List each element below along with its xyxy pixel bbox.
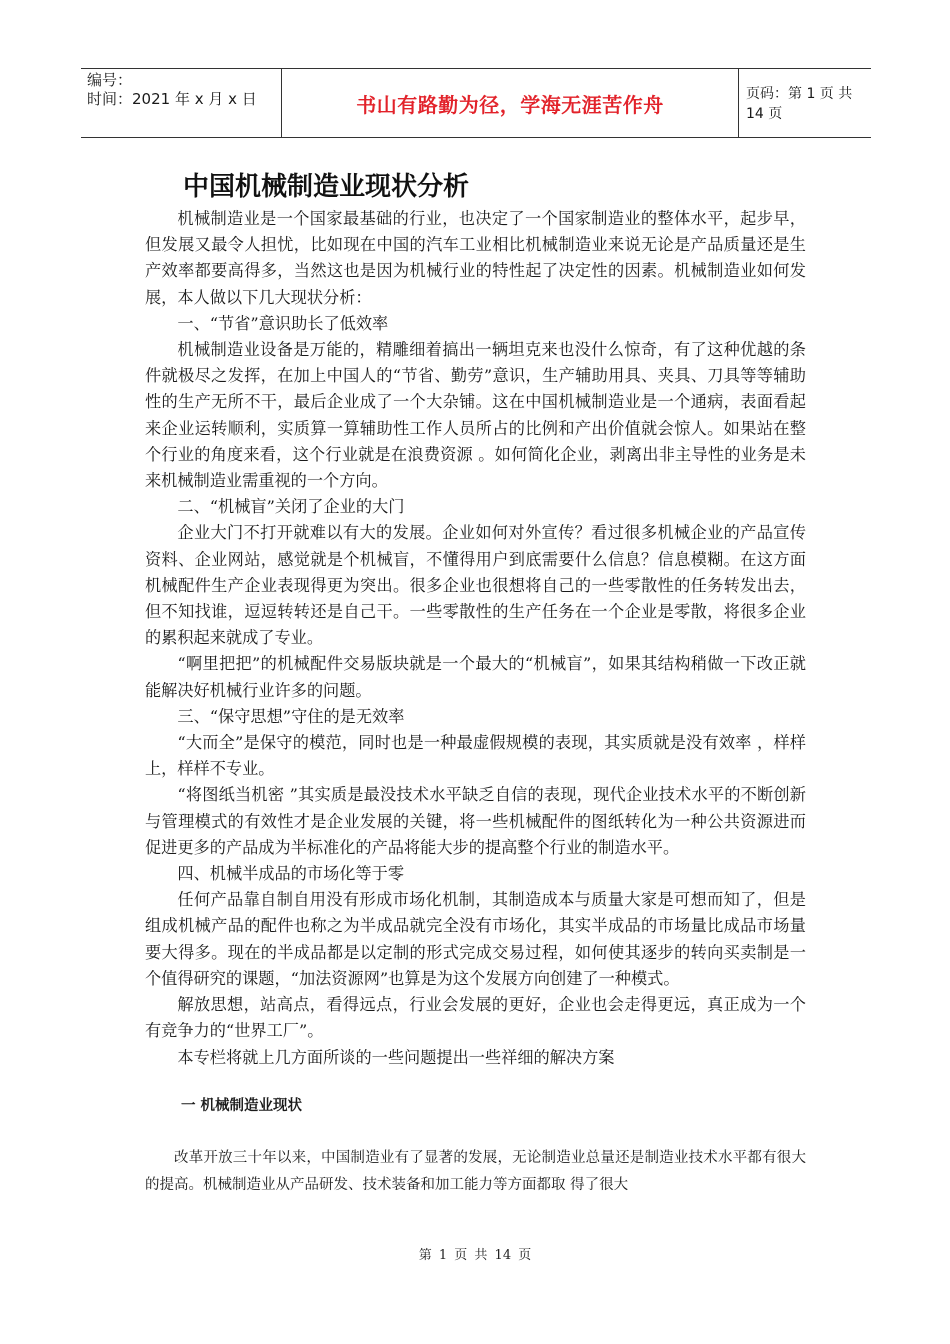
body-paragraph: 机械制造业设备是万能的，精雕细着搞出一辆坦克来也没什么惊奇，有了这种优越的条件就极尽之发挥，在加上中国人的“节省、勤劳”意识，生产辅助用具、夹具、刀具等等辅助性的生产无所不干，最后企业成了一个大杂铺。这在中国机械制造业是一个通病，表面看起来企业运转顺利，实质算一算辅助性工作人员所占的比例和产出价值就会惊人。如果站在整个行业的角度来看，这个行业就是在浪费资源 。如何简化企业，剥离出非主导性的业务是未来机械制造业需重视的一个方向。 (145, 340, 806, 491)
document-body (145, 206, 806, 1199)
body-paragraph: “将图纸当机密 ”其实质是最没技术水平缺乏自信的表现，现代企业技术水平的不断创新与管理模式的有效性才是企业发展的关键，将一些机械配件的图纸转化为一种公共资源进而促进更多的产品成为半标准化的产品将能大步的提高整个行业的制造水平。 (145, 785, 806, 857)
subheading-2: 二、“机械盲”关闭了企业的大门 (177, 497, 405, 517)
body-paragraph: “大而全”是保守的模范，同时也是一种最虚假规模的表现，其实质就是没有效率 ，样样上，样样不专业。 (145, 733, 806, 779)
subheading-1: 一、“节省”意识助长了低效率 (177, 313, 389, 333)
header-slogan: 书山有路勤为径，学海无涯苦作舟 (356, 92, 664, 117)
header-page-info: 页码：第 1 页 共 14 页 (746, 86, 853, 122)
section-paragraph: 改革开放三十年以来，中国制造业有了显著的发展，无论制造业总量还是制造业技术水平都有很大的提高。机械制造业从产品研发、技术装备和加工能力等方面都取 得了很大 (145, 1149, 806, 1193)
intro-paragraph: 机械制造业是一个国家最基础的行业，也决定了一个国家制造业的整体水平，起步早，但发展又最令人担忧，比如现在中国的汽车工业相比机械制造业来说无论是产品质量还是生产效率都要高得多，当然这也是因为机械行业的特性起了决定性的因素。机械制造业如何发展，本人做以下几大现状分析： (145, 209, 806, 307)
header-meta-cell (81, 69, 281, 137)
body-paragraph: 企业大门不打开就难以有大的发展。企业如何对外宣传？看过很多机械企业的产品宣传资料、企业网站，感觉就是个机械盲，不懂得用户到底需要什么信息？信息模糊。在这方面机械配件生产企业表现得更为突出。很多企业也很想将自己的一些零散性的任务转发出去，但不知找谁，逗逗转转还是自己干。一些零散性的生产任务在一个企业是零散，将很多企业的累积起来就成了专业。 (145, 523, 806, 648)
section-heading: 一 机械制造业现状 (181, 1097, 303, 1114)
body-paragraph: 任何产品靠自制自用没有形成市场化机制，其制造成本与质量大家是可想而知了，但是组成机械产品的配件也称之为半成品就完全没有市场化，其实半成品的市场量比成品市场量要大得多。现在的半成品都是以定制的形式完成交易过程，如何使其逐步的转向买卖制是一个值得研究的课题，“加法资源网”也算是为这个发展方向创建了一种模式。 (145, 890, 806, 988)
subheading-4: 四、机械半成品的市场化等于零 (177, 864, 405, 884)
document-time-label: 时间：2021 年 x 月 x 日 (87, 90, 257, 108)
subheading-3: 三、“保守思想”守住的是无效率 (177, 706, 405, 726)
body-paragraph: 解放思想，站高点，看得远点，行业会发展的更好，企业也会走得更远，真正成为一个 有竞争力的“世界工厂”。 (145, 995, 806, 1041)
document-code-label: 编号： (87, 71, 133, 89)
page-footer: 第 1 页 共 14 页 (418, 1248, 532, 1263)
body-paragraph: 本专栏将就上几方面所谈的一些问题提出一些祥细的解决方案 (177, 1047, 615, 1067)
document-header (81, 68, 871, 138)
document-title: 中国机械制造业现状分析 (183, 172, 470, 202)
header-slogan-cell (281, 69, 739, 137)
body-paragraph: “啊里把把”的机械配件交易版块就是一个最大的“机械盲”，如果其结构稍做一下改正就能解决好机械行业许多的问题。 (145, 654, 806, 700)
